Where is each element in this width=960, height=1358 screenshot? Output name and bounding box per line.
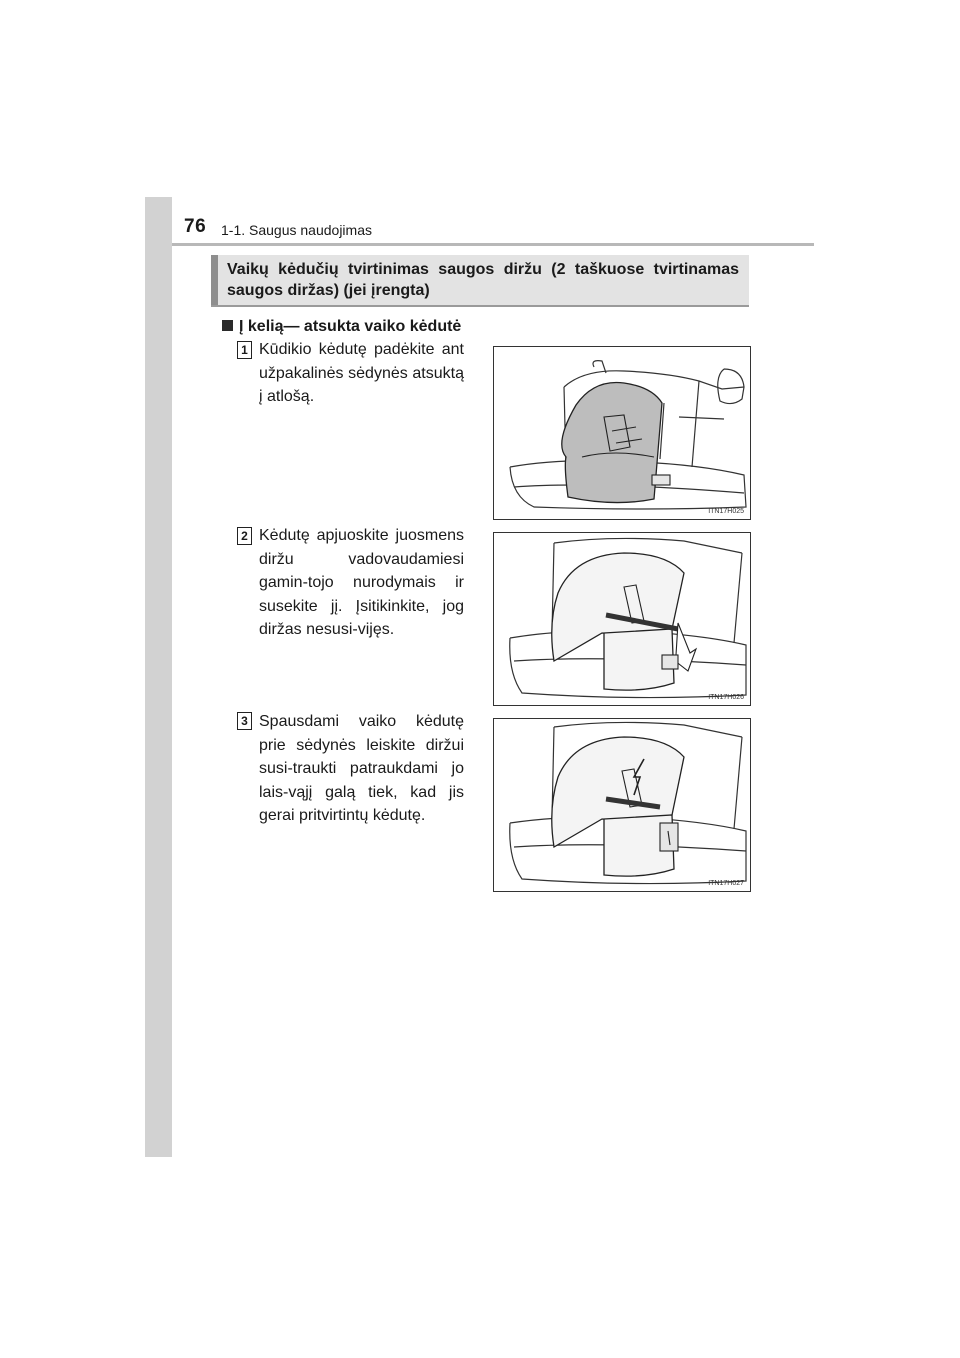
belt-routing-illustration (494, 533, 750, 705)
square-bullet-icon (222, 320, 233, 331)
step-number-2: 2 (237, 527, 252, 545)
figure-1 (493, 346, 751, 520)
figure-3 (493, 718, 751, 892)
section-header: 1-1. Saugus naudojimas (221, 222, 372, 238)
title-rule (211, 305, 749, 307)
subheading-text: Į kelią— atsukta vaiko kėdutė (239, 318, 462, 335)
subheading (222, 318, 461, 336)
figure-code-1: ITN17H025 (708, 508, 744, 515)
figure-2 (493, 532, 751, 706)
step-number-3: 3 (237, 712, 252, 730)
header-rule (172, 243, 814, 246)
figure-code-3: ITN17H027 (708, 880, 744, 887)
section-title: Vaikų kėdučių tvirtinimas saugos diržu (2 taškuose tvirtinamas saugos diržas) (jei įrengta) (227, 261, 739, 299)
page-number: 76 (184, 216, 207, 237)
belt-tightening-illustration (494, 719, 750, 891)
step-text-1: Kūdikio kėdutę padėkite ant užpakalinės sėdynės atsuktą į atlošą. (259, 341, 464, 405)
step-number-1: 1 (237, 341, 252, 359)
child-seat-rear-facing-illustration (494, 347, 750, 519)
side-tab-bar (145, 197, 172, 1157)
title-accent-bar (211, 255, 218, 305)
figure-code-2: ITN17H026 (708, 694, 744, 701)
section-title-box (211, 255, 749, 305)
step-text-2: Kėdutę apjuoskite juosmens diržu vadovaudamiesi gamin-tojo nurodymais ir susekite jį. Įsitikinkite, jog diržas nesusi-vijęs. (259, 527, 464, 638)
step-text-3: Spausdami vaiko kėdutę prie sėdynės leiskite diržui susi-traukti patraukdami jo lais-vąjį galą tiek, kad jis gerai pritvirtintų kėdutę. (259, 713, 464, 824)
